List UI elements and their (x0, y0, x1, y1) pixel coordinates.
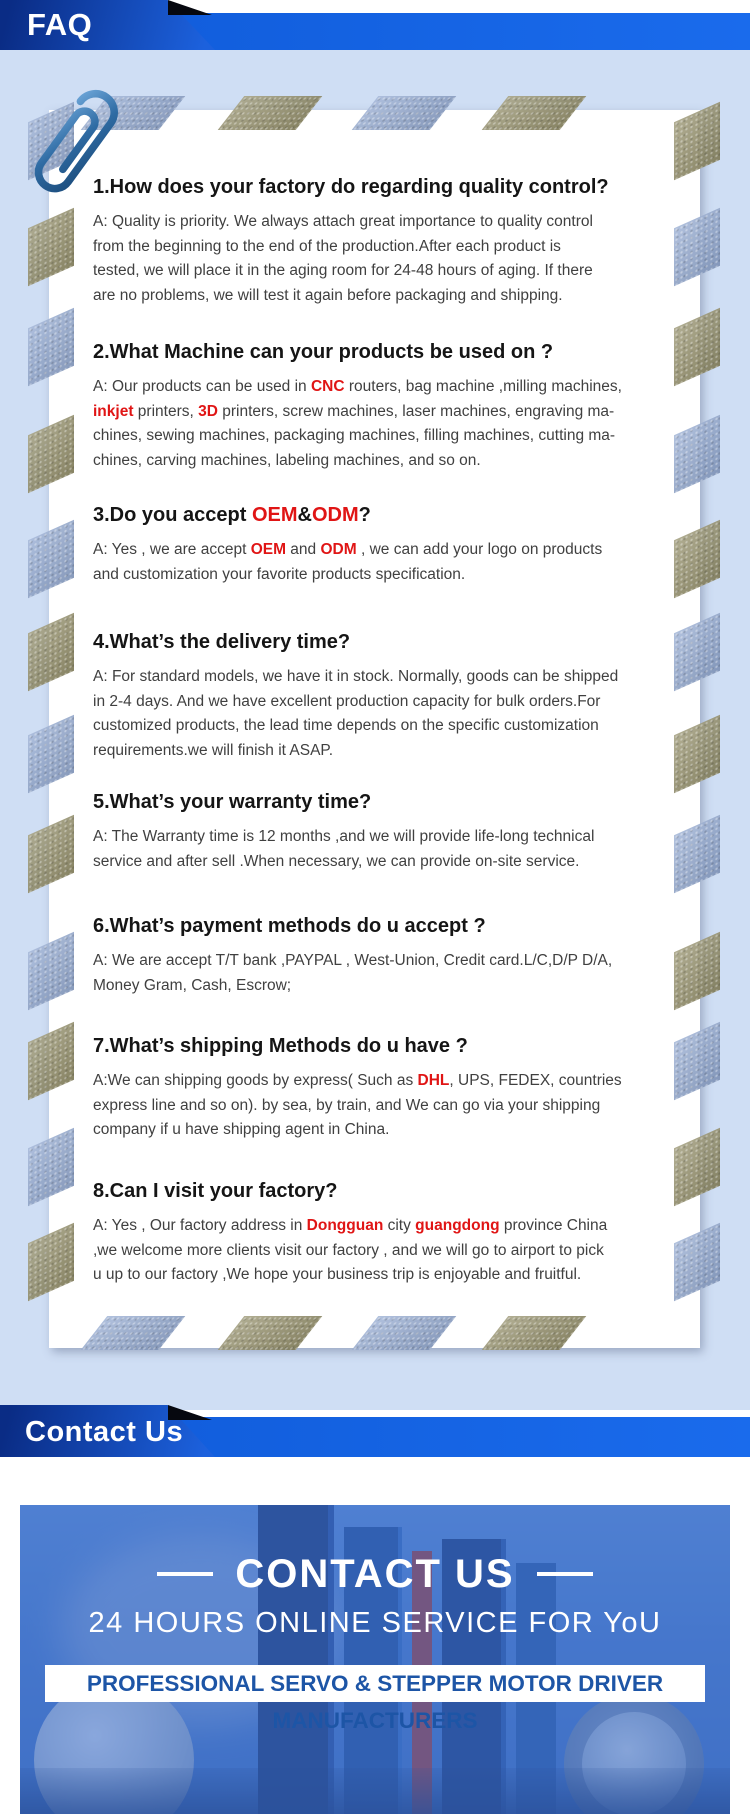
faq-question-3: 3.Do you accept OEM&ODM? (93, 504, 371, 526)
faq-question-6: 6.What’s payment methods do u accept ? (93, 915, 486, 937)
faq-banner-title: FAQ (27, 7, 93, 42)
faq-answer-8: A: Yes , Our factory address in Dongguan city guangdong province China ,we welcome more clients visit our factory , and we will go to airport to pick u up to our factory ,We hope your business trip is enjoyable and fruitful. (93, 1217, 608, 1283)
faq-item-2 (93, 338, 678, 473)
faq-item-4 (93, 628, 678, 763)
faq-question-7: 7.What’s shipping Methods do u have ? (93, 1035, 468, 1057)
faq-item-5 (93, 788, 678, 874)
faq-answer-6: A: We are accept T/T bank ,PAYPAL , West-Union, Credit card.L/C,D/P D/A, Money Gram, Cash, Escrow; (93, 952, 613, 994)
faq-item-7 (93, 1032, 678, 1143)
heading-dash-left (157, 1572, 213, 1576)
contact-ribbon: PROFESSIONAL SERVO & STEPPER MOTOR DRIVER MANUFACTURERS (45, 1665, 705, 1702)
faq-answer-4: A: For standard models, we have it in stock. Normally, goods can be shipped in 2-4 days. And we have excellent production capacity for bulk orders.For customized products, the lead time depends on the specific customization requirements.we will finish it ASAP. (93, 668, 619, 759)
contact-heading-row (20, 1553, 730, 1595)
faq-answer-3: A: Yes , we are accept OEM and ODM , we can add your logo on products and customization your favorite products specification. (93, 541, 603, 583)
faq-item-1 (93, 173, 678, 308)
faq-item-8 (93, 1177, 678, 1288)
contact-heading: CONTACT US (235, 1552, 515, 1596)
faq-question-8: 8.Can I visit your factory? (93, 1180, 338, 1202)
contact-subheading: 24 HOURS ONLINE SERVICE FOR YoU (88, 1607, 662, 1639)
faq-question-2: 2.What Machine can your products be used on ? (93, 341, 554, 363)
contact-hero-content (20, 1505, 730, 1814)
faq-item-3 (93, 501, 678, 587)
faq-answer-1: A: Quality is priority. We always attach great importance to quality control from the beginning to the end of the production.After each product is tested, we will place it in the aging room for 24-48 hours of aging. If there are no problems, we will test it again before packaging and shipping. (93, 213, 593, 304)
faq-question-4: 4.What’s the delivery time? (93, 631, 351, 653)
faq-banner-fold (168, 0, 212, 15)
faq-question-1: 1.How does your factory do regarding quality control? (93, 176, 609, 198)
contact-banner-title: Contact Us (25, 1416, 184, 1448)
faq-section-banner (0, 0, 750, 50)
faq-paper-card (49, 110, 700, 1348)
faq-answer-7: A:We can shipping goods by express( Such as DHL, UPS, FEDEX, countries express line and so on). by sea, by train, and We can go via your shipping company if u have shipping agent in China. (93, 1072, 622, 1138)
faq-item-6 (93, 912, 678, 998)
contact-section-banner (0, 1405, 750, 1457)
heading-dash-right (537, 1572, 593, 1576)
faq-answer-2: A: Our products can be used in CNC routers, bag machine ,milling machines, inkjet printers, 3D printers, screw machines, laser machines, engraving ma- chines, sewing machines, packaging machines, filling machines, cutting ma- chines, carving machines, labeling machines, and so on. (93, 378, 622, 469)
contact-hero-box (20, 1505, 730, 1814)
faq-question-5: 5.What’s your warranty time? (93, 791, 372, 813)
faq-answer-5: A: The Warranty time is 12 months ,and we will provide life-long technical service and after sell .When necessary, we can provide on-site service. (93, 828, 595, 870)
